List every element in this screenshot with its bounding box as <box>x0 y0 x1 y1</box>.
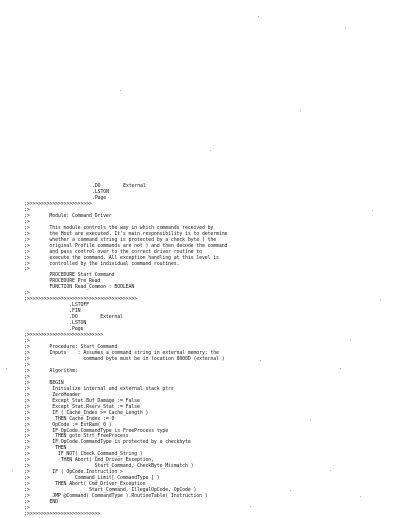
listing-line: .Page <box>24 326 84 333</box>
listing-line: ;> <box>24 218 30 225</box>
listing-line: .LSTON <box>24 320 87 327</box>
listing-line: ;> Initialize internal and external stack ptrs <box>24 385 174 392</box>
listing-line: ;> OpCode := ExtRam( 0 ) <box>24 421 112 428</box>
listing-line: ;> ZeroHeader <box>24 391 81 398</box>
scan-speck <box>340 368 341 369</box>
listing-line: ;> THEN <box>24 445 67 452</box>
listing-line: ;> whether a command string is protected by a check byte ( the <box>24 236 217 243</box>
listing-line: .FIN <box>24 308 81 315</box>
scan-speck <box>260 360 261 361</box>
listing-line: .Page <box>92 194 107 201</box>
listing-line: ;> <box>24 290 30 297</box>
listing-line: ;> END <box>24 499 58 506</box>
scan-speck <box>380 300 381 301</box>
scan-speck <box>360 496 361 497</box>
scan-speck <box>345 27 346 28</box>
scan-speck <box>310 420 311 421</box>
listing-line: ;> Algorithm: <box>24 367 78 374</box>
scan-speck <box>12 470 13 471</box>
listing-line: .DO External <box>92 183 146 189</box>
listing-line: ;> THEN Abort( Cmd_Driver_Exception <box>24 481 146 488</box>
scan-speck <box>300 110 301 111</box>
listing-line: ;> Module: Command_Driver <box>24 212 112 219</box>
listing-line: ;>>>>>>>>>>>>>>>>>>>>>>> <box>24 200 92 207</box>
listing-line: ;> original Profile commands are not ) and then decode the command <box>24 242 228 249</box>
listing-line: ;> execute the command. All exception handling at this level is <box>24 254 219 261</box>
scan-speck <box>210 150 211 151</box>
listing-line: ;> THEN Cache_Index := 0 <box>24 415 115 422</box>
listing-line: ;> Inputs : Assumes a command string in external memory; the <box>24 349 219 356</box>
listing-line: PROCEDURE Start_Command <box>24 272 115 279</box>
listing-line: ;> IF ( Cache_Index >= Cache_Length ) <box>24 409 149 416</box>
scan-speck <box>350 340 351 341</box>
listing-line: ;> Except_Stat.Buf_Damage := False <box>24 397 140 404</box>
scan-speck <box>372 210 373 211</box>
scan-speck <box>258 16 259 17</box>
listing-line: ;> IF OpCode.CommandType is FreeProcess type <box>24 427 169 434</box>
listing-line: PROCEDURE Pre_Read <box>24 278 101 285</box>
listing-line: ;> Except_Stat.Rserv_Stat := False <box>24 403 140 410</box>
listing-line: ;> IF ( OpCode.Instruction > <box>24 469 123 476</box>
listing-line: ;>>>>>>>>>>>>>>>>>>>>>>>>>> <box>24 511 101 517</box>
scan-speck <box>250 506 251 507</box>
listing-line: ;> controlled by the individual command routines. <box>24 260 180 267</box>
listing-line: ;>>>>>>>>>>>>>>>>>>>>>>>>>>>>>>>>>>>>>>> <box>24 296 137 303</box>
listing-line: ;> <box>24 338 30 345</box>
listing-line: ;> <box>24 373 30 380</box>
listing-line: ;> <box>24 361 30 368</box>
listing-line: ;>>>>>>>>>>>>>>>>>>>>>>>>>>> <box>24 332 104 339</box>
listing-line: ;> <box>24 505 30 512</box>
listing-line: FUNCTION Read_Common : BOOLEAN <box>24 284 135 291</box>
scan-speck <box>290 490 291 491</box>
listing-line: .LSTON <box>92 188 109 195</box>
listing-line: ;> Start_Command, CheckByte_Mismatch ) <box>24 463 194 470</box>
listing-line: ;> Command_Limit[ CommandType ] ) <box>24 475 160 482</box>
listing-line: ;> THEN Abort( Cmd_Driver_Exception, <box>24 457 154 464</box>
listing-line: ;> Procedure: Start_Command <box>24 344 118 351</box>
scan-speck <box>6 368 7 369</box>
listing-line: ;> IF OpCode.CommandType is protected by a checkbyte <box>24 439 191 446</box>
listing-line: ;> JMP @Command( CommandType ).RoutineTable( Instruction ) <box>24 493 208 500</box>
listing-line: ;> This module controls the way in which commands received by <box>24 224 214 231</box>
listing-line: ;> <box>24 206 30 213</box>
scan-speck <box>120 90 121 91</box>
listing-line: .LSTOFF <box>24 302 89 309</box>
listing-line: ;> BEGIN <box>24 379 64 386</box>
listing-line: ;> the Host are executed. It's main responsibility is to determine <box>24 230 228 237</box>
scan-speck <box>330 470 331 471</box>
listing-line: ;> THEN goto Strt_FreeProcess <box>24 433 129 440</box>
listing-line: ;> command byte must be in location 8000D (external ) <box>24 355 225 362</box>
listing-line: .DO External <box>24 314 123 321</box>
listing-line: ;> Start_Command, IllegalOpCode, OpCode ) <box>24 487 197 494</box>
listing-line: ;> <box>24 266 30 273</box>
listing-line: ;> and pass control over to the correct driver routine to <box>24 248 202 255</box>
listing-line: ;> IF NOT( Check_Command_String ) <box>24 451 143 458</box>
